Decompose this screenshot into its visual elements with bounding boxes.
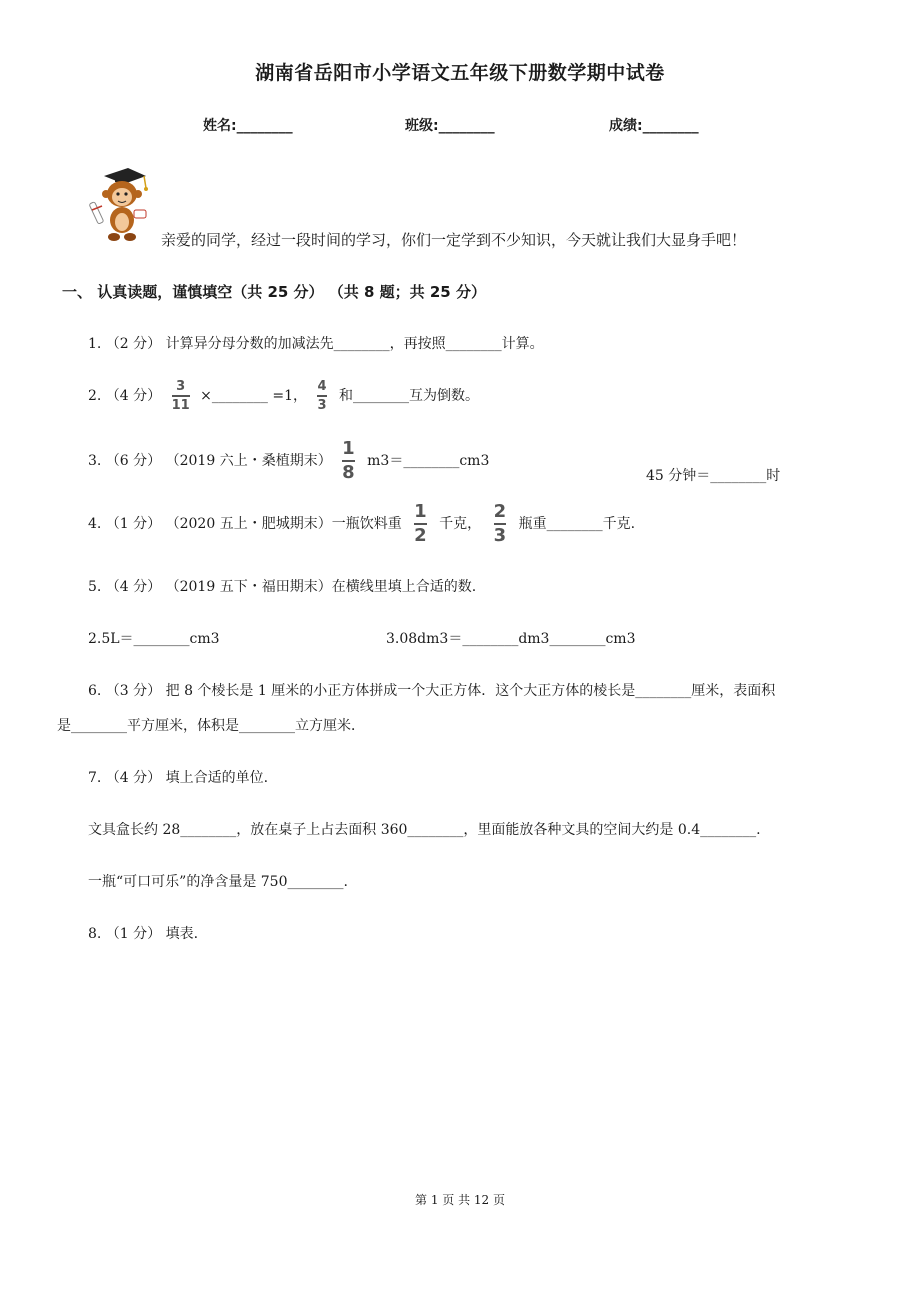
question-2-suffix: 和________互为倒数。 [338,388,479,404]
question-4-suffix: 瓶重________千克. [518,516,636,532]
score-field: 成绩:________ [609,118,699,134]
fraction-denominator: 2 [414,525,427,546]
question-4 [88,503,635,545]
intro-text: 亲爱的同学，经过一段时间的学习，你们一定学到不少知识，今天就让我们大显身手吧！ [161,231,747,249]
question-5-right: 3.08dm3＝________dm3________cm3 [386,631,636,647]
question-3-prefix: 3. （6 分） （2019 六上・桑植期末） [88,453,332,469]
fraction-numerator: 4 [317,379,327,394]
question-2 [88,380,479,412]
fraction-denominator: 8 [342,462,355,483]
fraction-numerator: 1 [414,501,427,522]
fraction-numerator: 3 [176,379,186,394]
question-4-prefix: 4. （1 分） （2020 五上・肥城期末）一瓶饮料重 [88,516,402,532]
question-4-middle: 千克， [439,516,482,532]
fraction-denominator: 3 [317,398,327,413]
fraction-1-8 [342,440,355,482]
fraction-denominator: 3 [493,525,507,546]
fraction-1-2 [414,503,427,545]
question-5-left: 2.5L＝________cm3 [88,631,220,647]
question-2-middle: ×________ =1， [200,388,307,404]
fraction-denominator: 11 [171,398,190,413]
question-5: 5. （4 分） （2019 五下・福田期末）在横线里填上合适的数. [88,579,477,595]
section-title: 一、 认真读题，谨慎填空（共 25 分） （共 8 题；共 25 分） [62,283,486,301]
question-2-prefix: 2. （4 分） [88,388,162,404]
question-6-line2: 是________平方厘米，体积是________立方厘米． [57,718,365,734]
fraction-2-3 [494,503,507,545]
page-title: 湖南省岳阳市小学语文五年级下册数学期中试卷 [255,62,665,84]
question-3-right: 45 分钟＝________时 [646,468,781,484]
question-1: 1. （2 分） 计算异分母分数的加减法先________，再按照________计算。 [88,336,544,352]
question-3-suffix: m3＝________cm3 [367,453,490,469]
question-7-line1: 文具盒长约 28________，放在桌子上占去面积 360________，里面能放各种文具的空间大约是 0.4________. [88,822,761,838]
fraction-3-11 [172,380,190,412]
question-8: 8. （1 分） 填表. [88,926,199,942]
question-6-line1: 6. （3 分） 把 8 个棱长是 1 厘米的小正方体拼成一个大正方体．这个大正方体的棱长是________厘米，表面积 [88,683,776,699]
fraction-numerator: 1 [342,438,355,459]
question-7: 7. （4 分） 填上合适的单位. [88,770,269,786]
question-3 [88,440,489,482]
question-7-line2: 一瓶“可口可乐”的净含量是 750________. [88,874,348,890]
page-footer: 第 1 页 共 12 页 [415,1193,505,1207]
fraction-4-3 [317,380,326,412]
fraction-numerator: 2 [493,501,507,522]
name-field: 姓名:________ [203,118,293,134]
mascot-monkey-icon [86,162,152,248]
class-field: 班级:________ [405,118,495,134]
